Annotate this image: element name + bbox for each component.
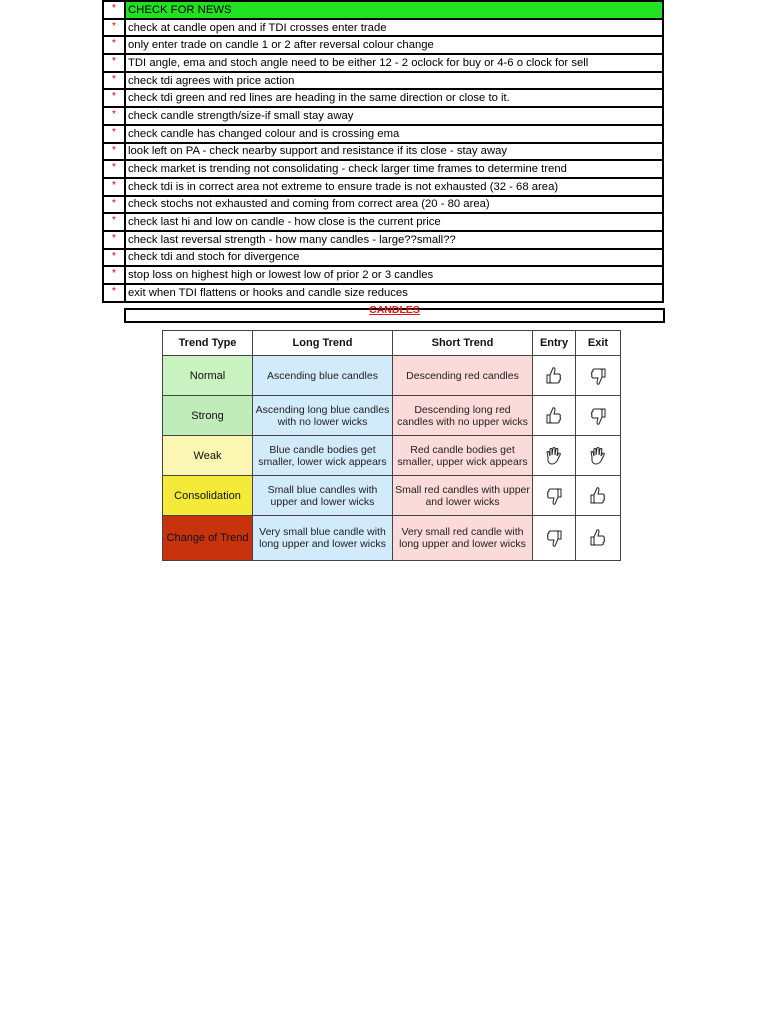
short-trend-cell: Small red candles with upper and lower wicks — [393, 476, 533, 516]
checklist-item-text: check at candle open and if TDI crosses enter trade — [125, 19, 663, 37]
thumbs-up-icon — [578, 486, 618, 506]
trade-checklist — [102, 0, 664, 303]
header-trend-type: Trend Type — [163, 331, 253, 356]
bullet-star: * — [103, 284, 125, 302]
open-hand-icon — [578, 446, 618, 466]
trend-type-cell: Strong — [163, 396, 253, 436]
thumbs-up-icon — [535, 366, 573, 386]
bullet-star: * — [103, 19, 125, 37]
bullet-star: * — [103, 143, 125, 161]
long-trend-cell: Ascending blue candles — [253, 356, 393, 396]
bullet-star: * — [103, 160, 125, 178]
header-exit: Exit — [576, 331, 621, 356]
bullet-star: * — [103, 213, 125, 231]
trend-row — [163, 396, 621, 436]
checklist-item-text: look left on PA - check nearby support and resistance if its close - stay away — [125, 143, 663, 161]
checklist-row — [103, 107, 663, 125]
thumbs-down-icon — [578, 366, 618, 386]
checklist-row — [103, 72, 663, 90]
checklist-item-text: check tdi and stoch for divergence — [125, 249, 663, 267]
long-trend-cell: Blue candle bodies get smaller, lower wick appears — [253, 436, 393, 476]
short-trend-cell: Very small red candle with long upper and lower wicks — [393, 516, 533, 561]
header-entry: Entry — [533, 331, 576, 356]
thumbs-down-icon — [535, 486, 573, 506]
checklist-item-text: CHECK FOR NEWS — [125, 1, 663, 19]
trend-row — [163, 476, 621, 516]
exit-cell — [576, 516, 621, 561]
checklist-row — [103, 1, 663, 19]
checklist-row — [103, 160, 663, 178]
entry-cell — [533, 516, 576, 561]
long-trend-cell: Small blue candles with upper and lower wicks — [253, 476, 393, 516]
checklist-item-text: check candle has changed colour and is crossing ema — [125, 125, 663, 143]
trend-type-cell: Consolidation — [163, 476, 253, 516]
thumbs-up-icon — [578, 528, 618, 548]
entry-cell — [533, 396, 576, 436]
checklist-item-text: TDI angle, ema and stoch angle need to be either 12 - 2 oclock for buy or 4-6 o clock for sell — [125, 54, 663, 72]
checklist-item-text: check candle strength/size-if small stay away — [125, 107, 663, 125]
checklist-row — [103, 196, 663, 214]
checklist-row — [103, 54, 663, 72]
entry-cell — [533, 356, 576, 396]
exit-cell — [576, 436, 621, 476]
checklist-row — [103, 89, 663, 107]
short-trend-cell: Red candle bodies get smaller, upper wick appears — [393, 436, 533, 476]
long-trend-cell: Ascending long blue candles with no lower wicks — [253, 396, 393, 436]
exit-cell — [576, 476, 621, 516]
checklist-row — [103, 178, 663, 196]
candle-trend-table — [162, 330, 620, 561]
entry-cell — [533, 476, 576, 516]
checklist-row — [103, 143, 663, 161]
checklist-item-text: check last hi and low on candle - how close is the current price — [125, 213, 663, 231]
thumbs-down-icon — [535, 528, 573, 548]
open-hand-icon — [535, 446, 573, 466]
bullet-star: * — [103, 231, 125, 249]
long-trend-cell: Very small blue candle with long upper and lower wicks — [253, 516, 393, 561]
checklist-item-text: exit when TDI flattens or hooks and candle size reduces — [125, 284, 663, 302]
header-long-trend: Long Trend — [253, 331, 393, 356]
checklist-row — [103, 249, 663, 267]
checklist-row — [103, 36, 663, 54]
bullet-star: * — [103, 249, 125, 267]
trend-type-cell: Change of Trend — [163, 516, 253, 561]
trend-type-cell: Weak — [163, 436, 253, 476]
trend-type-cell: Normal — [163, 356, 253, 396]
checklist-row — [103, 231, 663, 249]
bullet-star: * — [103, 107, 125, 125]
checklist-item-text: only enter trade on candle 1 or 2 after reversal colour change — [125, 36, 663, 54]
candles-section-box — [124, 304, 665, 323]
candles-title: CANDLES — [369, 304, 420, 316]
exit-cell — [576, 396, 621, 436]
bullet-star: * — [103, 72, 125, 90]
trend-row — [163, 356, 621, 396]
checklist-row — [103, 19, 663, 37]
checklist-item-text: check last reversal strength - how many candles - large??small?? — [125, 231, 663, 249]
trend-table-header — [163, 331, 621, 356]
bullet-star: * — [103, 125, 125, 143]
checklist-row — [103, 284, 663, 302]
checklist-item-text: stop loss on highest high or lowest low of prior 2 or 3 candles — [125, 266, 663, 284]
bullet-star: * — [103, 196, 125, 214]
short-trend-cell: Descending red candles — [393, 356, 533, 396]
exit-cell — [576, 356, 621, 396]
short-trend-cell: Descending long red candles with no upper wicks — [393, 396, 533, 436]
trend-row — [163, 516, 621, 561]
bullet-star: * — [103, 89, 125, 107]
checklist-item-text: check stochs not exhausted and coming from correct area (20 - 80 area) — [125, 196, 663, 214]
bullet-star: * — [103, 54, 125, 72]
checklist-item-text: check market is trending not consolidating - check larger time frames to determine trend — [125, 160, 663, 178]
header-short-trend: Short Trend — [393, 331, 533, 356]
bullet-star: * — [103, 36, 125, 54]
thumbs-up-icon — [535, 406, 573, 426]
thumbs-down-icon — [578, 406, 618, 426]
bullet-star: * — [103, 1, 125, 19]
checklist-row — [103, 125, 663, 143]
checklist-row — [103, 213, 663, 231]
entry-cell — [533, 436, 576, 476]
checklist-item-text: check tdi green and red lines are heading in the same direction or close to it. — [125, 89, 663, 107]
checklist-row — [103, 266, 663, 284]
trend-row — [163, 436, 621, 476]
checklist-item-text: check tdi agrees with price action — [125, 72, 663, 90]
bullet-star: * — [103, 266, 125, 284]
bullet-star: * — [103, 178, 125, 196]
checklist-item-text: check tdi is in correct area not extreme to ensure trade is not exhausted (32 - 68 area) — [125, 178, 663, 196]
